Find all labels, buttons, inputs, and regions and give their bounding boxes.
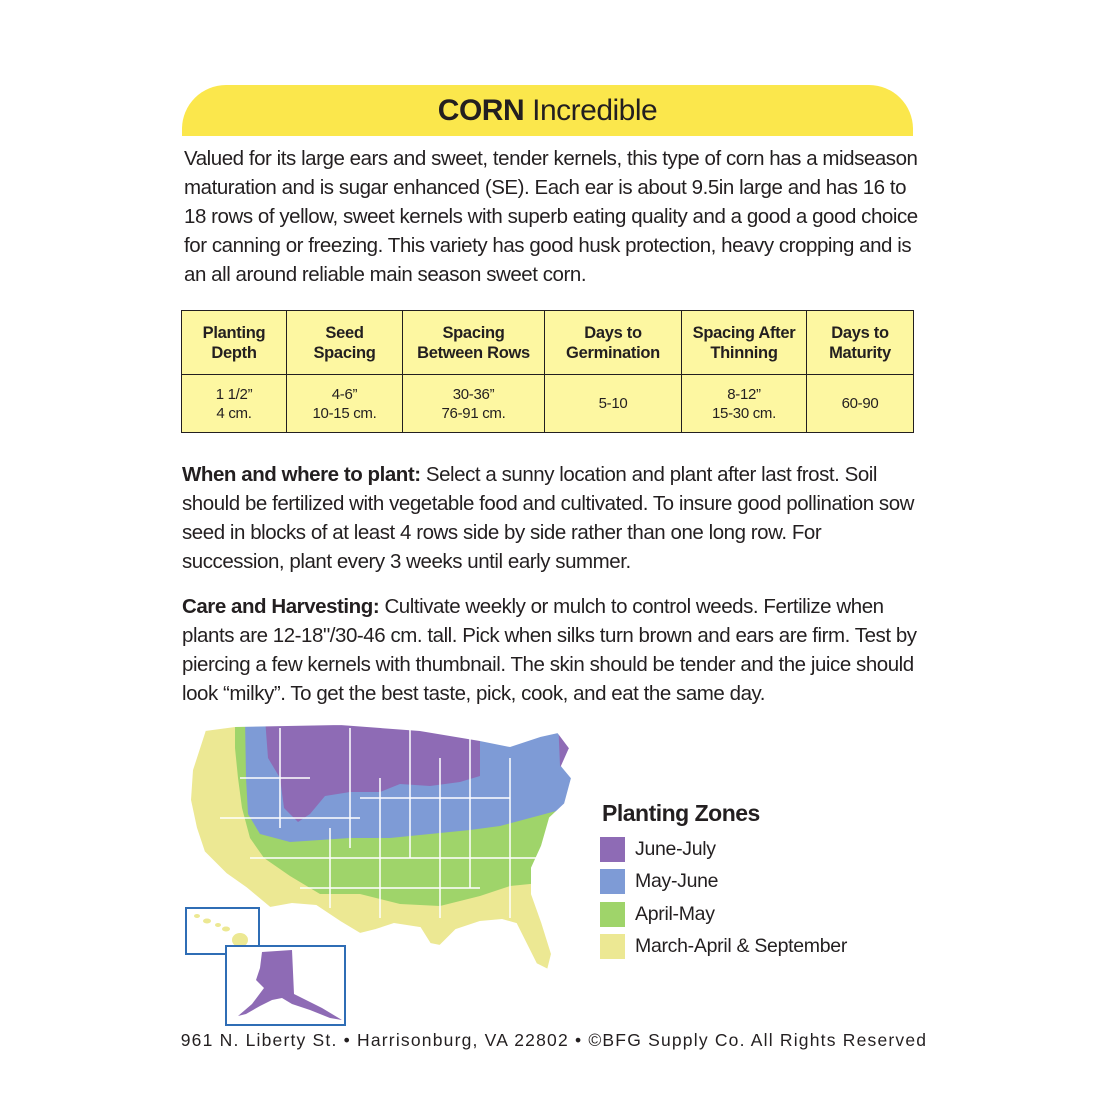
- description: Valued for its large ears and sweet, tender kernels, this type of corn has a midseason maturation and is sugar enhanced (SE). Each ear is about 9.5in large and has 16 to 18 rows of yellow, sweet kernels with superb eating quality and a good a good choice for canning or freezing. This variety has good husk protection, heavy cropping and is an all around reliable main season sweet corn.: [184, 147, 918, 286]
- planting-zones-map: [180, 718, 590, 1030]
- header-days-germination: Days to Germination: [545, 311, 682, 375]
- header-planting-depth: Planting Depth: [182, 311, 287, 375]
- care-text: Cultivate weekly or mulch to control weeds. Fertilize when plants are 12-18"/30-46 cm. tall. Pick when silks turn brown and ears are firm. Test by piercing a few kernels with thumbnail. The skin should be tender and the juice should look “milky”. To get the best taste, pick, cook, and eat the same day.: [182, 595, 917, 705]
- value-days-maturity: 60-90: [807, 375, 914, 433]
- legend-item-march-april-september: [600, 931, 847, 964]
- title-bar: [182, 85, 913, 136]
- care-instructions: [182, 592, 922, 708]
- legend-label: April-May: [635, 902, 715, 925]
- header-days-maturity: Days to Maturity: [807, 311, 914, 375]
- specs-value-row: [182, 375, 914, 433]
- value-thinning-spacing: 8-12” 15-30 cm.: [682, 375, 807, 433]
- legend-item-april-may: [600, 898, 847, 931]
- value-seed-spacing: 4-6” 10-15 cm.: [287, 375, 403, 433]
- header-seed-spacing: Seed Spacing: [287, 311, 403, 375]
- footer-address: 961 N. Liberty St. • Harrisonburg, VA 22802 • ©BFG Supply Co. All Rights Reserved: [180, 1030, 928, 1050]
- value-planting-depth: 1 1/2” 4 cm.: [182, 375, 287, 433]
- legend-label: June-July: [635, 837, 716, 860]
- legend-item-may-june: [600, 866, 847, 899]
- value-row-spacing: 30-36” 76-91 cm.: [403, 375, 545, 433]
- crop-name: CORN: [437, 93, 525, 127]
- planting-lead: When and where to plant:: [182, 463, 421, 486]
- legend-swatch: [600, 837, 625, 862]
- planting-zones-legend: [600, 800, 847, 963]
- value-days-germination: 5-10: [545, 375, 682, 433]
- legend-swatch: [600, 869, 625, 894]
- legend-item-june-july: [600, 833, 847, 866]
- legend-swatch: [600, 934, 625, 959]
- header-row-spacing: Spacing Between Rows: [403, 311, 545, 375]
- planting-instructions: [182, 460, 922, 576]
- legend-label: March-April & September: [635, 935, 848, 958]
- legend-label: May-June: [635, 870, 719, 893]
- planting-specs-table: [181, 310, 914, 433]
- legend-swatch: [600, 902, 625, 927]
- header-thinning-spacing: Spacing After Thinning: [682, 311, 807, 375]
- specs-header-row: [182, 311, 914, 375]
- legend-title: Planting Zones: [602, 800, 760, 826]
- variety-name: Incredible: [532, 93, 658, 127]
- planting-text: Select a sunny location and plant after last frost. Soil should be fertilized with vegetable food and cultivated. To insure good pollination sow seed in blocks of at least 4 rows side by side rather than one long row. For succession, plant every 3 weeks until early summer.: [182, 463, 915, 573]
- care-lead: Care and Harvesting:: [182, 595, 380, 618]
